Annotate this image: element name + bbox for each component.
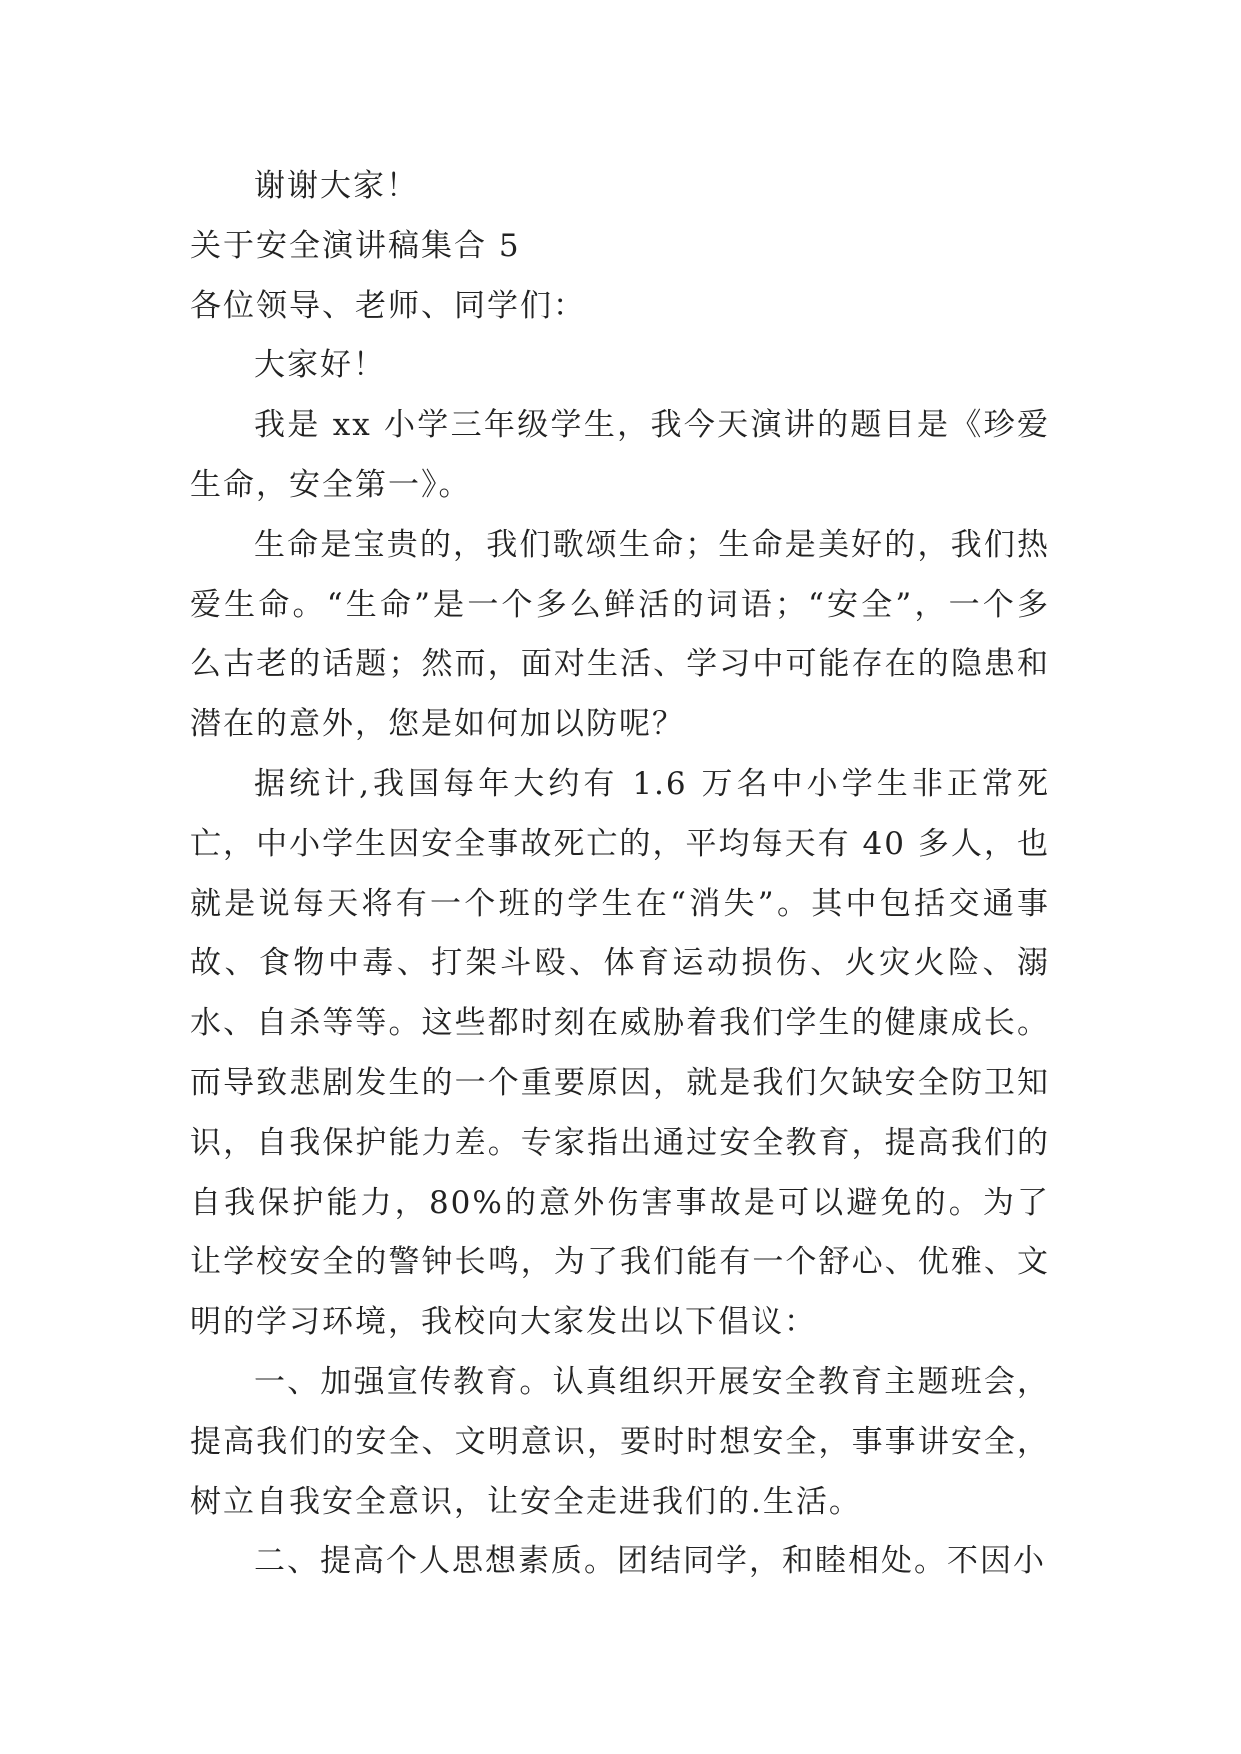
paragraph-proposal-1: 一、加强宣传教育。认真组织开展安全教育主题班会，提高我们的安全、文明意识，要时时想安全，事事讲安全，树立自我安全意识，让安全走进我们的.生活。 xyxy=(190,1363,1050,1520)
greeting: 大家好！ xyxy=(254,347,386,384)
paragraph-statistics: 据统计,我国每年大约有 1.6 万名中小学生非正常死亡，中小学生因安全事故死亡的，平均每天有 40 多人，也就是说每天将有一个班的学生在“消失”。其中包括交通事故、食物中毒、打架斗殴、体育运动损伤、火灾火险、溺水、自杀等等。这些都时刻在威胁着我们学生的健康成长。而导致悲剧发生的一个重要原因，就是我们欠缺安全防卫知识，自我保护能力差。专家指出通过安全教育，提高我们的自我保护能力，80%的意外伤害事故是可以避免的。为了让学校安全的警钟长鸣，为了我们能有一个舒心、优雅、文明的学习环境，我校向大家发出以下倡议： xyxy=(190,765,1050,1341)
salutation: 各位领导、老师、同学们： xyxy=(190,287,586,324)
paragraph-intro: 我是 xx 小学三年级学生，我今天演讲的题目是《珍爱生命，安全第一》。 xyxy=(190,407,1050,503)
paragraph-life: 生命是宝贵的，我们歌颂生命；生命是美好的，我们热爱生命。“生命”是一个多么鲜活的词语；“安全”，一个多么古老的话题；然而，面对生活、学习中可能存在的隐患和潜在的意外，您是如何加以防呢？ xyxy=(190,526,1050,743)
document-page xyxy=(190,157,1050,1592)
section-title: 关于安全演讲稿集合 5 xyxy=(190,227,521,264)
paragraph-proposal-2: 二、提高个人思想素质。团结同学，和睦相处。不因小 xyxy=(254,1543,1046,1580)
closing-thanks: 谢谢大家！ xyxy=(254,168,419,204)
